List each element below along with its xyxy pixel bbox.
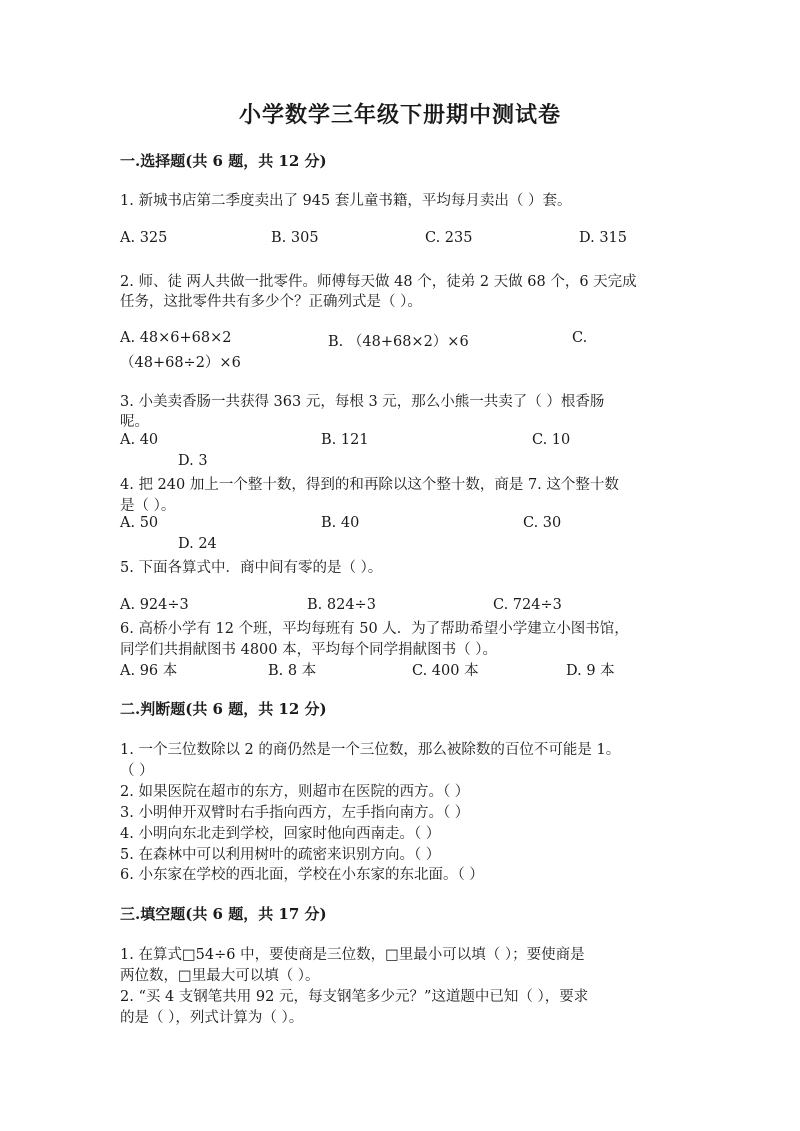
question-text: 5. 下面各算式中．商中间有零的是（ ）。 — [120, 560, 383, 576]
statement: 1. 一个三位数除以 2 的商仍然是一个三位数，那么被除数的百位不可能是 1。 — [120, 742, 621, 758]
option-a: A. 40 — [120, 432, 159, 448]
question-text: 4. 把 240 加上一个整十数，得到的和再除以这个整十数，商是 7. 这个整十数 — [120, 477, 619, 493]
statement: 3. 小明伸开双臂时右手指向西方，左手指向南方。（ ） — [120, 805, 470, 821]
option-d: D. 9 本 — [566, 663, 615, 679]
option-d: D. 315 — [579, 230, 628, 246]
answer-blank: （ ） — [120, 763, 154, 779]
option-c: C. 10 — [532, 432, 571, 448]
question-text: 6. 高桥小学有 12 个班，平均每班有 50 人．为了帮助希望小学建立小图书馆， — [120, 621, 629, 637]
option-a: A. 50 — [120, 515, 159, 531]
statement: 4. 小明向东北走到学校，回家时他向西南走。（ ） — [120, 826, 441, 842]
fill-question: 1. 在算式□54÷6 中，要使商是三位数，□里最小可以填（ ）；要使商是 — [120, 947, 585, 963]
question-text: 1. 新城书店第二季度卖出了 945 套儿童书籍，平均每月卖出（ ）套。 — [120, 193, 572, 209]
option-c: C. 235 — [425, 230, 473, 246]
option-c: C. — [572, 330, 588, 346]
question-text: 3. 小美卖香肠一共获得 363 元，每根 3 元，那么小熊一共卖了（ ）根香肠 — [120, 394, 605, 410]
fill-question-cont: 的是（ ），列式计算为（ ）。 — [120, 1010, 304, 1026]
option-a: A. 96 本 — [120, 663, 178, 679]
option-d: D. 24 — [178, 536, 217, 552]
question-text-cont: 呢。 — [120, 414, 149, 430]
page-title: 小学数学三年级下册期中测试卷 — [238, 102, 561, 128]
option-c: C. 30 — [523, 515, 562, 531]
option-c-value: （48+68÷2）×6 — [120, 355, 241, 371]
option-b: B. 305 — [271, 230, 319, 246]
section-heading-choice: 一.选择题(共 6 题，共 12 分) — [120, 152, 327, 170]
option-b: B. 40 — [321, 515, 360, 531]
section-heading-fill: 三.填空题(共 6 题，共 17 分) — [120, 905, 327, 923]
option-b: B. 121 — [321, 432, 369, 448]
section-heading-judgment: 二.判断题(共 6 题，共 12 分) — [120, 700, 327, 718]
fill-question-cont: 两位数，□里最大可以填（ ）。 — [120, 968, 320, 984]
option-c: C. 400 本 — [412, 663, 479, 679]
option-a: A. 325 — [120, 230, 168, 246]
statement: 2. 如果医院在超市的东方，则超市在医院的西方。（ ） — [120, 784, 470, 800]
option-c: C. 724÷3 — [493, 597, 562, 613]
option-b: B. 8 本 — [268, 663, 317, 679]
question-text-cont: 任务，这批零件共有多少个？正确列式是（ ）。 — [120, 294, 422, 310]
option-b: B. （48+68×2）×6 — [328, 334, 469, 350]
statement: 6. 小东家在学校的西北面，学校在小东家的东北面。（ ） — [120, 867, 484, 883]
fill-question: 2. “买 4 支钢笔共用 92 元，每支钢笔多少元？”这道题中已知（ ），要求 — [120, 989, 589, 1005]
option-a: A. 48×6+68×2 — [120, 330, 232, 346]
option-b: B. 824÷3 — [307, 597, 376, 613]
question-text-cont: 同学们共捐献图书 4800 本，平均每个同学捐献图书（ ）。 — [120, 642, 497, 658]
statement: 5. 在森林中可以利用树叶的疏密来识别方向。（ ） — [120, 847, 441, 863]
option-a: A. 924÷3 — [120, 597, 189, 613]
option-d: D. 3 — [178, 453, 208, 469]
question-text-cont: 是（ ）。 — [120, 498, 176, 514]
question-text: 2. 师、徒 两人共做一批零件。师傅每天做 48 个，徒弟 2 天做 68 个，6 天完成 — [120, 274, 637, 290]
